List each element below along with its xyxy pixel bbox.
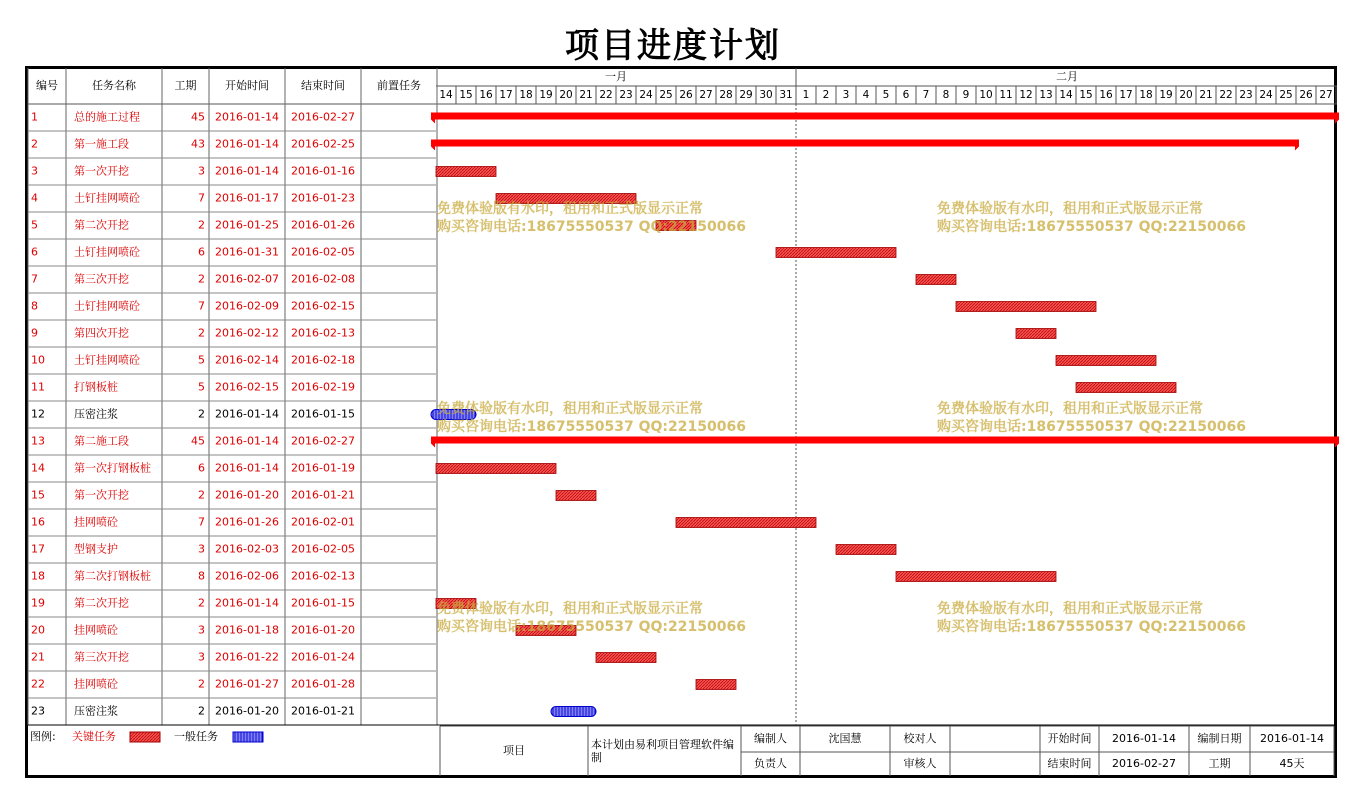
day-header: 27	[1319, 89, 1333, 101]
day-header: 31	[779, 89, 793, 101]
footer-checker-label: 校对人	[903, 732, 937, 745]
footer-duration-label: 工期	[1208, 757, 1231, 770]
task-id: 8	[31, 299, 38, 313]
task-name: 第二次开挖	[74, 218, 129, 232]
critical-task-bar[interactable]	[696, 680, 736, 690]
task-id: 10	[31, 353, 45, 367]
column-header: 任务名称	[92, 79, 136, 92]
day-header: 7	[922, 89, 930, 101]
summary-bar[interactable]	[431, 140, 1299, 151]
task-id: 4	[31, 191, 38, 205]
task-start: 2016-02-03	[215, 542, 279, 556]
task-duration: 3	[198, 164, 205, 178]
day-header: 20	[559, 89, 573, 101]
task-name: 土钉挂网喷砼	[74, 353, 140, 367]
day-header: 17	[499, 89, 513, 101]
normal-task-bar[interactable]	[551, 707, 596, 717]
task-end: 2016-01-15	[291, 596, 355, 610]
task-name: 挂网喷砼	[74, 677, 118, 691]
day-header: 9	[962, 89, 970, 101]
task-start: 2016-01-17	[215, 191, 279, 205]
task-start: 2016-01-25	[215, 218, 279, 232]
footer-note: 制	[591, 751, 602, 764]
task-end: 2016-01-20	[291, 623, 355, 637]
day-header: 15	[459, 89, 473, 101]
day-header: 17	[1119, 89, 1133, 101]
task-start: 2016-01-27	[215, 677, 279, 691]
task-id: 17	[31, 542, 45, 556]
day-header: 5	[882, 89, 890, 101]
task-id: 3	[31, 164, 38, 178]
summary-bar[interactable]	[431, 113, 1339, 124]
task-start: 2016-01-14	[215, 434, 279, 448]
task-end: 2016-01-23	[291, 191, 355, 205]
task-id: 12	[31, 407, 45, 421]
task-duration: 3	[198, 623, 205, 637]
task-id: 9	[31, 326, 38, 340]
task-id: 18	[31, 569, 45, 583]
task-end: 2016-01-26	[291, 218, 355, 232]
task-start: 2016-01-20	[215, 488, 279, 502]
task-end: 2016-02-08	[291, 272, 355, 286]
task-name: 第三次开挖	[74, 272, 129, 286]
task-end: 2016-01-24	[291, 650, 355, 664]
task-end: 2016-01-15	[291, 407, 355, 421]
task-start: 2016-01-18	[215, 623, 279, 637]
critical-task-bar[interactable]	[556, 491, 596, 501]
task-end: 2016-02-19	[291, 380, 355, 394]
footer-note: 本计划由易利项目管理软件编	[591, 738, 734, 751]
task-name: 挂网喷砼	[74, 623, 118, 637]
task-name: 第一次开挖	[74, 488, 129, 502]
day-header: 19	[539, 89, 553, 101]
task-id: 21	[31, 650, 45, 664]
task-id: 14	[31, 461, 45, 475]
task-name: 压密注浆	[74, 407, 118, 421]
day-header: 14	[1059, 89, 1073, 101]
task-id: 1	[31, 110, 38, 124]
task-end: 2016-02-05	[291, 542, 355, 556]
task-name: 压密注浆	[74, 704, 118, 718]
legend-critical-swatch	[130, 732, 160, 742]
task-end: 2016-02-13	[291, 569, 355, 583]
task-end: 2016-01-21	[291, 704, 355, 718]
day-header: 26	[1299, 89, 1313, 101]
task-end: 2016-01-21	[291, 488, 355, 502]
task-start: 2016-01-14	[215, 110, 279, 124]
critical-task-bar[interactable]	[896, 572, 1056, 582]
task-id: 22	[31, 677, 45, 691]
task-duration: 2	[198, 596, 205, 610]
task-name: 第三次开挖	[74, 650, 129, 664]
task-duration: 6	[198, 245, 205, 259]
day-header: 21	[1199, 89, 1213, 101]
task-duration: 7	[198, 299, 205, 313]
task-duration: 2	[198, 218, 205, 232]
task-id: 20	[31, 623, 45, 637]
day-header: 22	[1219, 89, 1233, 101]
task-end: 2016-02-27	[291, 110, 355, 124]
task-name: 土钉挂网喷砼	[74, 191, 140, 205]
task-id: 7	[31, 272, 38, 286]
task-id: 19	[31, 596, 45, 610]
task-duration: 5	[198, 353, 205, 367]
footer-end: 2016-02-27	[1112, 757, 1176, 770]
critical-task-bar[interactable]	[836, 545, 896, 555]
day-header: 13	[1039, 89, 1053, 101]
month-header: 二月	[1056, 70, 1078, 83]
task-start: 2016-02-15	[215, 380, 279, 394]
critical-task-bar[interactable]	[916, 275, 956, 285]
day-header: 12	[1019, 89, 1033, 101]
legend-critical-label: 关键任务	[72, 730, 116, 743]
task-duration: 5	[198, 380, 205, 394]
task-name: 第二次打钢板桩	[74, 569, 151, 583]
critical-task-bar[interactable]	[776, 248, 896, 258]
day-header: 14	[439, 89, 453, 101]
task-start: 2016-02-14	[215, 353, 279, 367]
task-id: 23	[31, 704, 45, 718]
critical-task-bar[interactable]	[596, 653, 656, 663]
day-header: 24	[639, 89, 653, 101]
critical-task-bar[interactable]	[436, 464, 556, 474]
legend-label: 图例:	[30, 730, 56, 743]
task-start: 2016-01-14	[215, 596, 279, 610]
day-header: 15	[1079, 89, 1093, 101]
task-duration: 8	[198, 569, 205, 583]
task-end: 2016-02-18	[291, 353, 355, 367]
task-end: 2016-02-27	[291, 434, 355, 448]
day-header: 6	[902, 89, 910, 101]
task-end: 2016-02-13	[291, 326, 355, 340]
day-header: 22	[599, 89, 613, 101]
task-start: 2016-01-14	[215, 164, 279, 178]
column-header: 开始时间	[225, 79, 269, 92]
column-header: 结束时间	[301, 79, 345, 92]
task-name: 第一次开挖	[74, 164, 129, 178]
task-end: 2016-02-01	[291, 515, 355, 529]
task-start: 2016-02-12	[215, 326, 279, 340]
day-header: 3	[842, 89, 850, 101]
legend-normal-swatch	[233, 732, 263, 742]
task-duration: 2	[198, 272, 205, 286]
footer-start: 2016-01-14	[1112, 732, 1176, 745]
task-id: 15	[31, 488, 45, 502]
task-start: 2016-01-14	[215, 407, 279, 421]
day-header: 10	[979, 89, 993, 101]
task-id: 13	[31, 434, 45, 448]
task-start: 2016-01-22	[215, 650, 279, 664]
task-start: 2016-01-26	[215, 515, 279, 529]
task-duration: 6	[198, 461, 205, 475]
footer-editor-label: 编制人	[754, 732, 787, 745]
task-name: 型钢支护	[74, 542, 118, 556]
task-start: 2016-02-07	[215, 272, 279, 286]
task-id: 16	[31, 515, 45, 529]
column-header: 工期	[174, 79, 197, 92]
task-start: 2016-01-31	[215, 245, 279, 259]
footer-project-label: 项目	[503, 744, 525, 757]
critical-task-bar[interactable]	[1016, 329, 1056, 339]
task-duration: 43	[191, 137, 205, 151]
task-id: 6	[31, 245, 38, 259]
day-header: 27	[699, 89, 713, 101]
task-name: 第二次开挖	[74, 596, 129, 610]
column-header: 编号	[36, 79, 58, 92]
day-header: 18	[1139, 89, 1153, 101]
critical-task-bar[interactable]	[676, 518, 816, 528]
day-header: 25	[1279, 89, 1293, 101]
day-header: 8	[942, 89, 950, 101]
month-header: 一月	[605, 70, 627, 83]
summary-bar[interactable]	[431, 437, 1339, 448]
task-name: 第一次打钢板桩	[74, 461, 151, 475]
task-duration: 2	[198, 326, 205, 340]
critical-task-bar[interactable]	[956, 302, 1096, 312]
legend-normal-label: 一般任务	[174, 730, 218, 743]
watermark-1: 免费体验版有水印，租用和正式版显示正常 购买咨询电话:18675550537 QQ:22150066	[437, 201, 746, 235]
task-duration: 2	[198, 677, 205, 691]
task-duration: 45	[191, 434, 205, 448]
task-name: 打钢板桩	[74, 380, 118, 394]
watermark-6: 免费体验版有水印，租用和正式版显示正常 购买咨询电话:18675550537 QQ:22150066	[937, 601, 1246, 635]
task-duration: 2	[198, 704, 205, 718]
task-duration: 7	[198, 515, 205, 529]
task-id: 2	[31, 137, 38, 151]
day-header: 25	[659, 89, 673, 101]
task-duration: 3	[198, 650, 205, 664]
day-header: 18	[519, 89, 533, 101]
day-header: 4	[862, 89, 870, 101]
task-name: 第二施工段	[74, 434, 129, 448]
day-header: 21	[579, 89, 593, 101]
day-header: 20	[1179, 89, 1193, 101]
task-name: 土钉挂网喷砼	[74, 245, 140, 259]
task-id: 5	[31, 218, 38, 232]
task-name: 土钉挂网喷砼	[74, 299, 140, 313]
footer-date-label: 编制日期	[1197, 732, 1242, 745]
day-header: 19	[1159, 89, 1173, 101]
task-end: 2016-02-25	[291, 137, 355, 151]
task-end: 2016-01-19	[291, 461, 355, 475]
footer-owner-label: 负责人	[754, 757, 787, 770]
day-header: 2	[822, 89, 830, 101]
day-header: 28	[719, 89, 733, 101]
footer-editor: 沈国慧	[828, 732, 862, 745]
task-duration: 7	[198, 191, 205, 205]
day-header: 23	[1239, 89, 1253, 101]
task-start: 2016-02-06	[215, 569, 279, 583]
task-duration: 3	[198, 542, 205, 556]
watermark-4: 免费体验版有水印，租用和正式版显示正常 购买咨询电话:18675550537 QQ:22150066	[937, 401, 1246, 435]
day-header: 26	[679, 89, 693, 101]
day-header: 30	[759, 89, 773, 101]
day-header: 23	[619, 89, 633, 101]
task-start: 2016-02-09	[215, 299, 279, 313]
task-start: 2016-01-14	[215, 461, 279, 475]
column-header: 前置任务	[377, 79, 421, 92]
task-name: 挂网喷砼	[74, 515, 118, 529]
footer-end-label: 结束时间	[1047, 757, 1092, 770]
task-name: 第四次开挖	[74, 326, 129, 340]
watermark-3: 免费体验版有水印，租用和正式版显示正常 购买咨询电话:18675550537 QQ:22150066	[437, 401, 746, 435]
task-end: 2016-02-15	[291, 299, 355, 313]
day-header: 16	[479, 89, 493, 101]
critical-task-bar[interactable]	[1076, 383, 1176, 393]
footer-date: 2016-01-14	[1260, 732, 1324, 745]
footer-start-label: 开始时间	[1047, 732, 1092, 745]
task-end: 2016-01-16	[291, 164, 355, 178]
task-end: 2016-02-05	[291, 245, 355, 259]
task-start: 2016-01-14	[215, 137, 279, 151]
task-end: 2016-01-28	[291, 677, 355, 691]
watermark-5: 免费体验版有水印，租用和正式版显示正常 购买咨询电话:18675550537 QQ:22150066	[437, 601, 746, 635]
task-start: 2016-01-20	[215, 704, 279, 718]
footer-reviewer-label: 审核人	[903, 757, 937, 770]
task-duration: 2	[198, 488, 205, 502]
chart-title: 项目进度计划	[565, 26, 781, 66]
watermark-2: 免费体验版有水印，租用和正式版显示正常 购买咨询电话:18675550537 QQ:22150066	[937, 201, 1246, 235]
day-header: 11	[999, 89, 1013, 101]
critical-task-bar[interactable]	[1056, 356, 1156, 366]
critical-task-bar[interactable]	[436, 167, 496, 177]
day-header: 24	[1259, 89, 1273, 101]
day-header: 29	[739, 89, 753, 101]
task-id: 11	[31, 380, 45, 394]
task-name: 总的施工过程	[74, 110, 140, 124]
task-duration: 2	[198, 407, 205, 421]
footer-duration: 45天	[1279, 757, 1305, 770]
task-name: 第一施工段	[74, 137, 129, 151]
task-duration: 45	[191, 110, 205, 124]
day-header: 16	[1099, 89, 1113, 101]
day-header: 1	[802, 89, 810, 101]
